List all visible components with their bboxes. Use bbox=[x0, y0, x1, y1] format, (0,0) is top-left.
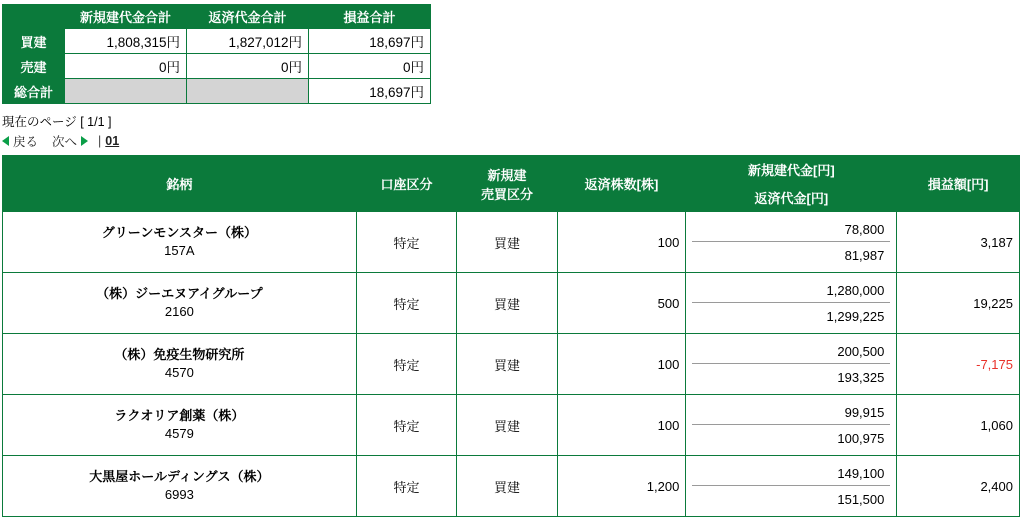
settle-qty: 500 bbox=[557, 273, 686, 334]
summary-buy-pl: 18,697円 bbox=[309, 29, 431, 54]
table-row bbox=[3, 212, 1020, 273]
stock-name: ラクオリア創薬（株） bbox=[114, 408, 245, 424]
amount-settle: 193,325 bbox=[837, 370, 885, 385]
profit-loss: 3,187 bbox=[897, 212, 1020, 273]
summary-row-total bbox=[3, 79, 431, 104]
header-settle-qty: 返済株数[株] bbox=[557, 156, 686, 212]
amount-cell bbox=[686, 273, 897, 334]
stock-code: 2160 bbox=[164, 304, 194, 319]
table-row bbox=[3, 395, 1020, 456]
amount-settle: 1,299,225 bbox=[826, 309, 885, 324]
summary-rowhead-sell: 売建 bbox=[3, 54, 65, 79]
trade-type: 買建 bbox=[457, 334, 557, 395]
stock-name: （株）免疫生物研究所 bbox=[114, 347, 245, 363]
summary-corner-cell bbox=[3, 5, 65, 29]
summary-header-row bbox=[3, 5, 431, 29]
header-trade-type-line2: 売買区分 bbox=[480, 186, 533, 202]
settle-qty: 100 bbox=[557, 212, 686, 273]
amount-settle: 151,500 bbox=[837, 492, 885, 507]
summary-sell-new-amount: 0円 bbox=[65, 54, 187, 79]
paging-separator: | bbox=[98, 134, 102, 148]
positions-header-row bbox=[3, 156, 1020, 184]
profit-loss: -7,175 bbox=[897, 334, 1020, 395]
summary-total-new-amount-blank bbox=[65, 79, 187, 104]
account-type: 特定 bbox=[356, 395, 456, 456]
arrow-left-icon[interactable] bbox=[2, 136, 9, 146]
amount-settle: 100,975 bbox=[837, 431, 885, 446]
amount-cell bbox=[686, 334, 897, 395]
stock-name: （株）ジーエヌアイグループ bbox=[96, 286, 263, 302]
trade-type: 買建 bbox=[457, 456, 557, 517]
header-stock: 銘柄 bbox=[3, 156, 357, 212]
header-trade-type-line1: 新規建 bbox=[487, 167, 527, 183]
stock-code: 4579 bbox=[164, 426, 194, 441]
settle-qty: 100 bbox=[557, 395, 686, 456]
header-trade-type bbox=[457, 156, 557, 212]
header-amount-settle: 返済代金[円] bbox=[686, 184, 897, 212]
amount-new: 149,100 bbox=[692, 460, 890, 486]
amount-new: 200,500 bbox=[692, 338, 890, 364]
stock-code: 4570 bbox=[164, 365, 194, 380]
header-amount-new: 新規建代金[円] bbox=[686, 156, 897, 184]
summary-rowhead-total: 総合計 bbox=[3, 79, 65, 104]
summary-col-total-pl: 損益合計 bbox=[309, 5, 431, 29]
table-row bbox=[3, 334, 1020, 395]
stock-name-cell bbox=[3, 273, 357, 334]
profit-loss: 2,400 bbox=[897, 456, 1020, 517]
summary-sell-settle-amount: 0円 bbox=[187, 54, 309, 79]
summary-total-settle-amount-blank bbox=[187, 79, 309, 104]
stock-code: 6993 bbox=[164, 487, 194, 502]
summary-row-buy bbox=[3, 29, 431, 54]
arrow-right-icon[interactable] bbox=[81, 136, 88, 146]
amount-new: 78,800 bbox=[692, 216, 890, 242]
positions-table bbox=[2, 155, 1020, 517]
amount-cell bbox=[686, 395, 897, 456]
account-type: 特定 bbox=[356, 334, 456, 395]
summary-col-new-amount: 新規建代金合計 bbox=[65, 5, 187, 29]
table-row bbox=[3, 456, 1020, 517]
amount-cell bbox=[686, 212, 897, 273]
settle-qty: 1,200 bbox=[557, 456, 686, 517]
summary-col-settle-amount: 返済代金合計 bbox=[187, 5, 309, 29]
account-type: 特定 bbox=[356, 456, 456, 517]
amount-new: 1,280,000 bbox=[692, 277, 890, 303]
summary-table bbox=[2, 4, 431, 104]
amount-new: 99,915 bbox=[692, 399, 890, 425]
summary-buy-settle-amount: 1,827,012円 bbox=[187, 29, 309, 54]
stock-name-cell bbox=[3, 395, 357, 456]
page-number-01[interactable]: 01 bbox=[105, 134, 120, 148]
summary-sell-pl: 0円 bbox=[309, 54, 431, 79]
settle-qty: 100 bbox=[557, 334, 686, 395]
page-root bbox=[0, 4, 1024, 507]
stock-name: グリーンモンスター（株） bbox=[101, 225, 258, 241]
stock-name-cell bbox=[3, 212, 357, 273]
next-page-link[interactable]: 次へ bbox=[52, 135, 78, 149]
trade-type: 買建 bbox=[457, 212, 557, 273]
stock-name: 大黒屋ホールディングス（株） bbox=[89, 469, 270, 485]
account-type: 特定 bbox=[356, 273, 456, 334]
header-account: 口座区分 bbox=[356, 156, 456, 212]
amount-settle: 81,987 bbox=[844, 248, 885, 263]
trade-type: 買建 bbox=[457, 395, 557, 456]
summary-buy-new-amount: 1,808,315円 bbox=[65, 29, 187, 54]
paging-nav bbox=[2, 133, 1024, 149]
stock-name-cell bbox=[3, 334, 357, 395]
profit-loss: 1,060 bbox=[897, 395, 1020, 456]
stock-name-cell bbox=[3, 456, 357, 517]
profit-loss: 19,225 bbox=[897, 273, 1020, 334]
stock-code: 157A bbox=[164, 243, 195, 258]
table-row bbox=[3, 273, 1020, 334]
current-page-text: 現在のページ [ 1/1 ] bbox=[2, 115, 112, 129]
summary-rowhead-buy: 買建 bbox=[3, 29, 65, 54]
summary-total-pl: 18,697円 bbox=[309, 79, 431, 104]
prev-page-link[interactable]: 戻る bbox=[13, 135, 39, 149]
header-profit-loss: 損益額[円] bbox=[897, 156, 1020, 212]
amount-cell bbox=[686, 456, 897, 517]
summary-row-sell bbox=[3, 54, 431, 79]
trade-type: 買建 bbox=[457, 273, 557, 334]
account-type: 特定 bbox=[356, 212, 456, 273]
